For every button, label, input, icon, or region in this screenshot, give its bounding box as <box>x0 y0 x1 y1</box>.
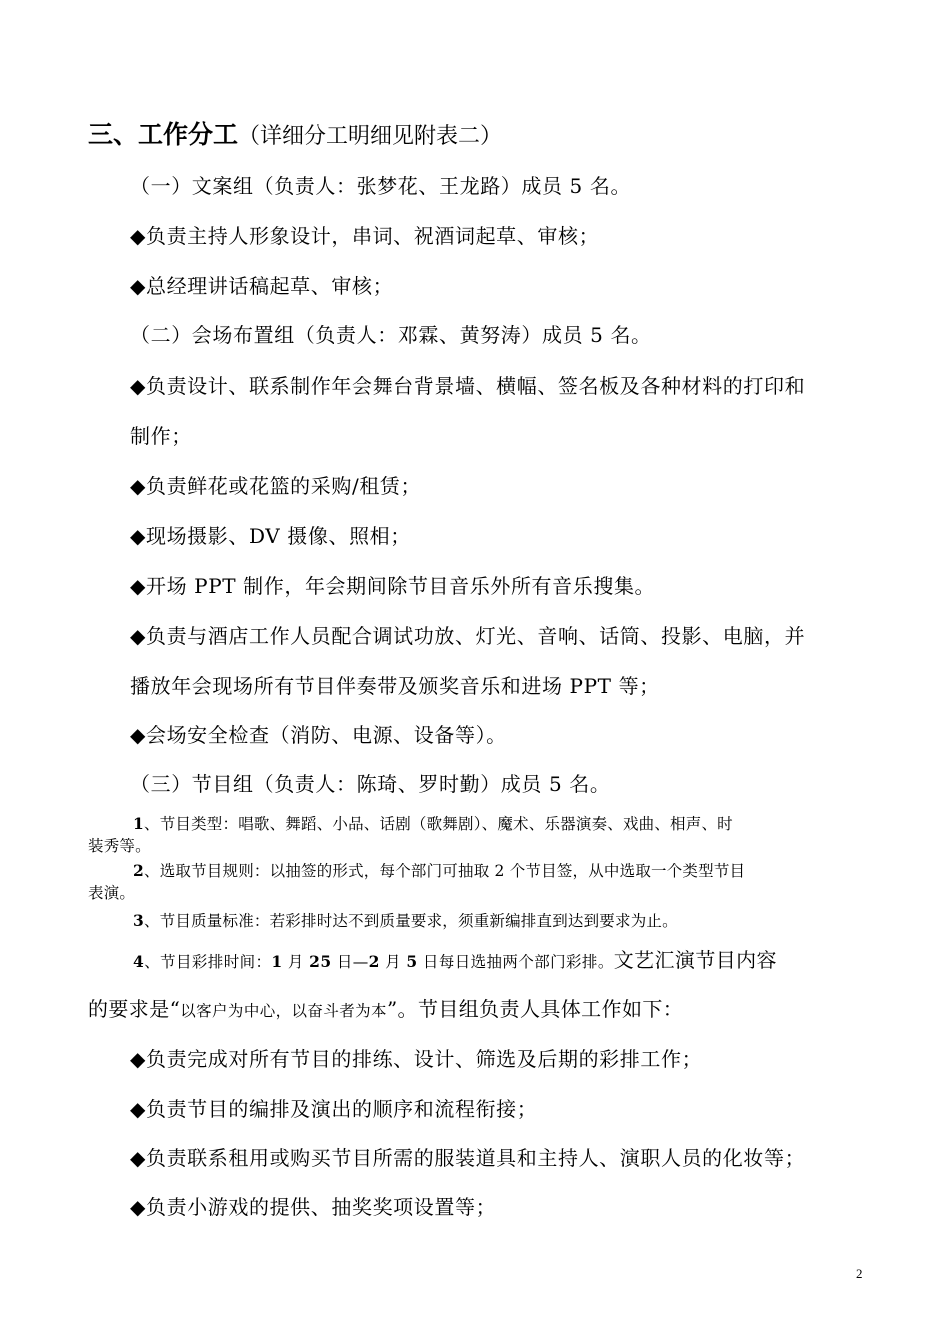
list-item: ◆负责联系租用或购买节目所需的服装道具和主持人、演职人员的化妆等； <box>130 1146 806 1170</box>
diamond-bullet-icon: ◆ <box>130 624 146 648</box>
diamond-bullet-icon: ◆ <box>130 1047 146 1071</box>
program-rule-1: 1、节目类型：唱歌、舞蹈、小品、话剧（歌舞剧）、魔术、乐器演奏、戏曲、相声、时 装秀等。 <box>88 814 733 855</box>
group-header-venue: （二）会场布置组（负责人：邓霖、黄努涛）成员 5 名。 <box>130 323 652 347</box>
diamond-bullet-icon: ◆ <box>130 474 146 498</box>
diamond-bullet-icon: ◆ <box>130 374 146 398</box>
program-rule-3: 3、节目质量标准：若彩排时达不到质量要求，须重新编排直到达到要求为止。 <box>133 911 678 930</box>
diamond-bullet-icon: ◆ <box>130 723 146 747</box>
section-note: （详细分工明细见附表二） <box>238 124 503 149</box>
diamond-bullet-icon: ◆ <box>130 1195 146 1219</box>
diamond-bullet-icon: ◆ <box>130 224 146 248</box>
program-rule-4: 4、节目彩排时间：1 月 25 日—2 月 5 日每日选抽两个部门彩排。文艺汇演节目内容 <box>133 948 777 972</box>
list-item: ◆负责主持人形象设计，串词、祝酒词起草、审核； <box>130 224 600 248</box>
list-item: ◆负责与酒店工作人员配合调试功放、灯光、音响、话筒、投影、电脑，并 <box>130 624 806 648</box>
group-header-copywriting: （一）文案组（负责人：张梦花、王龙路）成员 5 名。 <box>130 174 632 198</box>
list-item: ◆总经理讲话稿起草、审核； <box>130 274 394 298</box>
diamond-bullet-icon: ◆ <box>130 1146 146 1170</box>
section-heading <box>88 122 502 148</box>
group-header-program: （三）节目组（负责人：陈琦、罗时勤）成员 5 名。 <box>130 772 611 796</box>
list-item: ◆负责节目的编排及演出的顺序和流程衔接； <box>130 1097 538 1121</box>
list-item: ◆负责设计、联系制作年会舞台背景墙、横幅、签名板及各种材料的打印和 <box>130 374 806 398</box>
list-item-continuation: 制作； <box>130 424 192 448</box>
program-rule-2: 2、选取节目规则：以抽签的形式，每个部门可抽取 2 个节目签，从中选取一个类型节目 表演。 <box>88 861 746 902</box>
section-title: 三、工作分工 <box>88 120 239 149</box>
list-item: ◆现场摄影、DV 摄像、照相； <box>130 524 411 548</box>
diamond-bullet-icon: ◆ <box>130 274 146 298</box>
page-number: 2 <box>856 1266 863 1281</box>
diamond-bullet-icon: ◆ <box>130 1097 146 1121</box>
list-item-continuation: 播放年会现场所有节目伴奏带及颁奖音乐和进场 PPT 等； <box>130 674 660 698</box>
diamond-bullet-icon: ◆ <box>130 574 146 598</box>
list-item: ◆负责鲜花或花篮的采购/租赁； <box>130 474 422 498</box>
list-item: ◆开场 PPT 制作，年会期间除节目音乐外所有音乐搜集。 <box>130 574 656 598</box>
program-requirement: 的要求是“以客户为中心，以奋斗者为本”。节目组负责人具体工作如下： <box>88 997 684 1021</box>
list-item: ◆负责完成对所有节目的排练、设计、筛选及后期的彩排工作； <box>130 1047 703 1071</box>
list-item: ◆负责小游戏的提供、抽奖奖项设置等； <box>130 1195 497 1219</box>
diamond-bullet-icon: ◆ <box>130 524 146 548</box>
list-item: ◆会场安全检查（消防、电源、设备等）。 <box>130 723 507 747</box>
